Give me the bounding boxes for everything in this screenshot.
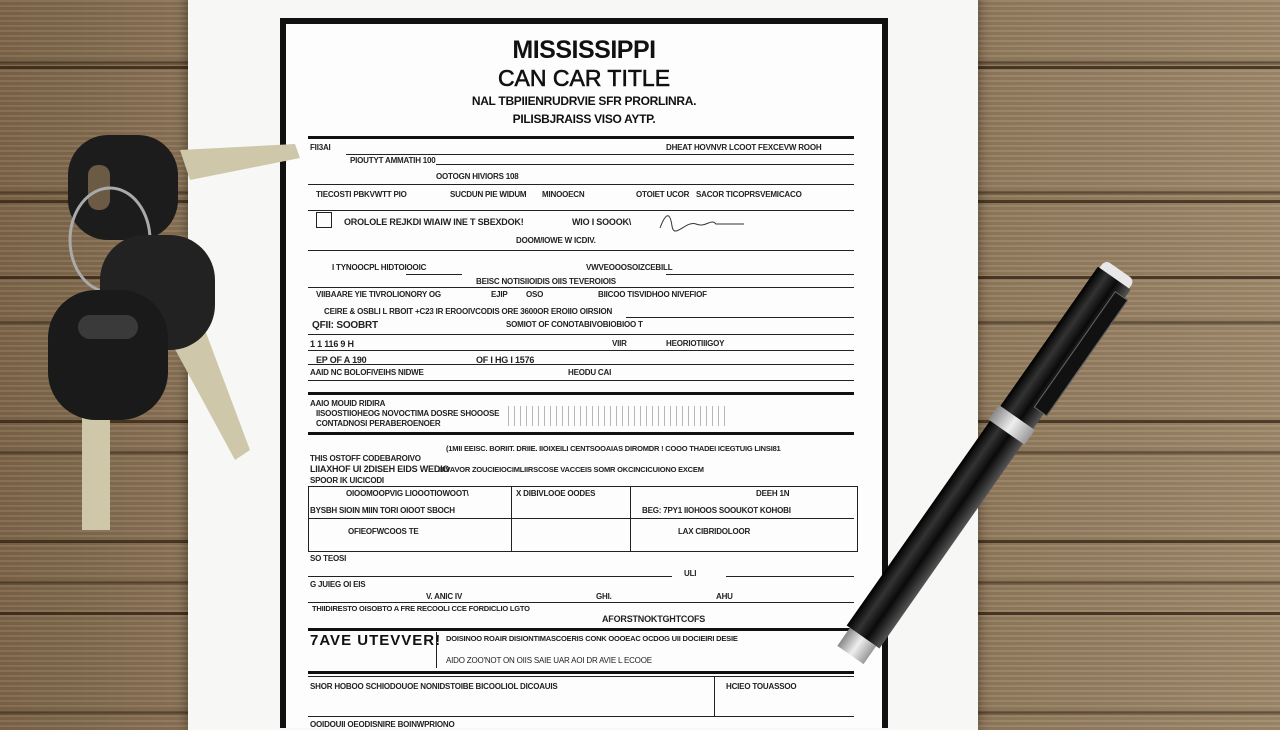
car-keys [40,130,300,540]
field-label: VWVEOOOSOIZCEBILL [586,263,673,272]
field-line [308,250,854,251]
divider [308,392,854,395]
divider [308,676,854,677]
divider [436,632,437,668]
signature-scribble [656,210,746,232]
divider [308,432,854,435]
field-label: ULI [684,569,697,578]
field-line [308,602,854,603]
field-label: HCIEO TOUASSOO [726,682,797,691]
field-label: 1 1 116 9 H [310,339,354,349]
field-label: THIIDIRESTO OISOBTO A FRE RECOOLI CCE FORDICLIO LGTO [312,604,530,613]
field-label: SO TEOSI [310,554,347,563]
field-line [308,334,854,335]
divider [308,136,854,139]
field-label: SPOOR IK UICICODI [310,476,384,485]
document-title-state: MISSISSIPPI [512,36,656,64]
field-line [626,317,854,318]
field-label: HEORIOTIIIGOY [666,339,725,348]
document-subtitle: NAL TBPIIENRUDRVIE SFR PRORLINRA. [471,94,697,108]
field-label: OFIEOFWCOOS TE [348,527,419,536]
field-label: IIIIVAVOR ZOUCIEIOCIMLIIRSCOSE VACCEIS SOMR OKCINCICUIONO EXCEM [438,465,704,474]
field-label: DOISINOO ROAIR DISIONTIMASCOERIS CONK OOOEAC OCDOG UII DOCIEIRI DESIE [446,634,738,643]
pen-cap [1000,267,1130,429]
field-label: BEG: 7PY1 IIOHOOS SOOUKOT KOHOBI [642,506,791,515]
field-label: DEEH 1N [756,489,790,498]
field-line [308,576,672,577]
field-label: WIO I SOOOK\ [572,217,632,227]
field-line [436,164,854,165]
divider [308,716,854,717]
field-label: OROLOLE REJKDI WIAIW INE T SBEXDOK! [344,217,524,227]
document-subtitle-2: PILISBJRAISS VISO AYTP. [512,112,656,126]
field-label: GHI. [596,592,612,601]
field-line [308,364,854,365]
field-label: LAX CIBRIDOLOOR [678,527,751,536]
key-head-icon [68,135,178,240]
table-row-divider [308,518,854,519]
field-label: CONTADNOSI PERABEROENOER [316,419,441,428]
field-label: SUCDUN PIE WIDUM [450,190,527,199]
warning-heading: 7AVE UTEVVER! [310,632,442,649]
field-line [726,576,854,577]
field-line [308,287,854,288]
document-title: CAN CAR TITLE [497,65,671,91]
field-label: CEIRE & OSBLI L RBOIT +C23 IR EROOIVCODIS ORE 3600OR EROIIO OIRSION [324,307,613,316]
table-cell [630,486,858,552]
field-label: SHOR HOBOO SCHIODOUOE NONIDSTOIBE BICOOLIOL DICOAUIS [310,682,558,691]
field-line [666,274,854,275]
field-label: THIS OSTOFF CODEBAROIVO [310,454,421,463]
field-label: OOIDOUII OEODISNIRE BOINWPRIONO [310,720,455,729]
field-label: BIICOO TISVIDHOO NIVEFIOF [598,290,707,299]
field-line [308,210,854,211]
field-label: G JUIEG OI EIS [310,580,366,589]
field-label: VIIBAARE YIE TIVROLIONORY OG [316,290,441,299]
field-label: I TYNOOCPL HIDTOIOOIC [332,263,427,272]
field-label: PIOUTYT AMMATIH 100 [350,156,436,165]
field-label: MINOOECN [542,190,585,199]
key-blade [180,144,300,180]
divider [308,628,854,631]
divider [714,676,715,716]
field-label: OSO [526,290,544,299]
field-label: V. ANIC IV [426,592,463,601]
field-line [308,184,854,185]
field-label: AHU [716,592,733,601]
field-label: (1MII EEISC. BORIIT. DRIIE. IIOIXEILI CENTSOOAIAS DIROMDR ! COOO THADEI ICEGTUIG LINSI81 [446,444,781,453]
field-label: QFII: SOOBRT [312,320,378,331]
handwriting-scribble [508,406,728,426]
field-label: IISOOSTIIOHEOG NOVOCTIMA DOSRE SHOOOSE [316,409,500,418]
field-label: SOMIOT OF CONOTABIVOBIOBIOO T [506,320,643,329]
field-label: SACOR TICOPRSVEMICACO [696,190,802,199]
field-label: X DIBIVLOOE OODES [516,489,596,498]
divider [308,671,854,674]
field-label: OIOOMOOPVIG LIOOOTIOWOOT\ [346,489,469,498]
field-label: DOOM/IOWE W ICDIV. [516,236,596,245]
field-label: OOTOGN HIVIORS 108 [436,172,519,181]
field-label: AFORSTNOKTGHTCOFS [602,614,706,624]
field-label: FII3AI [310,143,331,152]
field-line [346,154,854,155]
field-line [308,350,854,351]
field-label: BYSBH SIOIN MIIN TORI OIOOT SBOCH [310,506,455,515]
field-line [308,380,854,381]
field-label: BEISC NOTISIIOIDIS OIIS TEVEROIOIS [476,277,616,286]
field-label: TIECOSTI PBKVWTT PIO [316,190,407,199]
checkbox[interactable] [316,212,332,228]
field-line [406,274,462,275]
field-label: HEODU CAI [568,368,612,377]
field-label: AAID NC BOLOFIVEIHS NIDWE [310,368,424,377]
field-label: OF I HG I 1576 [476,355,535,365]
field-label: EJIP [491,290,508,299]
field-label: VIIR [612,339,627,348]
field-label: EP OF A 190 [316,355,367,365]
car-title-document [280,18,888,728]
field-label: DHEAT HOVNVR LCOOT FEXCEVW ROOH [666,143,822,152]
field-label: LIIAXHOF UI 2DISEH EIDS WEDIO [310,464,450,474]
field-label: AIDO ZOO'NOT ON OIIS SAIE UAR AOI DR AVIE L ECOOE [446,656,652,665]
field-label: OTOIET UCOR [636,190,690,199]
field-label: AAIO MOUID RIDIRA [310,399,386,408]
